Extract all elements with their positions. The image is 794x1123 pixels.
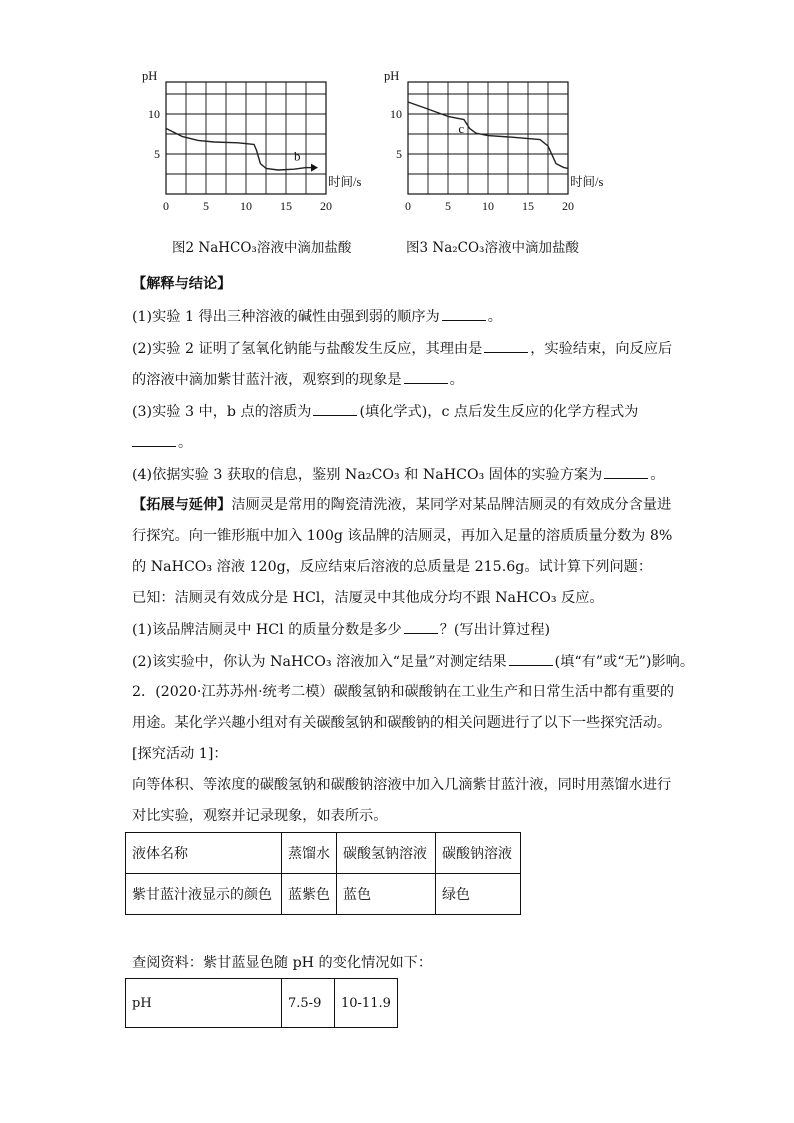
- lookup-text: 查阅资料：紫甘蓝显色随 pH 的变化情况如下：: [132, 955, 433, 971]
- x-tick-label: 0: [405, 199, 411, 213]
- chart-nahco3: [128, 62, 368, 230]
- x-axis-label: 时间/s: [328, 175, 362, 189]
- table-cell: 碳酸氢钠溶液: [337, 833, 436, 874]
- table-cell: pH: [126, 979, 282, 1028]
- activity-1-line-1: 向等体积、等浓度的碳酸氢钠和碳酸钠溶液中加入几滴紫甘蓝汁液，同时用蒸馏水进行: [132, 777, 672, 793]
- answer-blank[interactable]: [404, 369, 448, 384]
- question-3-line-2: 。: [132, 432, 192, 453]
- ph-table: [125, 978, 398, 1028]
- x-tick-label: 10: [240, 199, 252, 213]
- question-2-line-2: 的溶液中滴加紫甘蓝汁液，观察到的现象是 。: [132, 369, 464, 390]
- x-tick-label: 20: [562, 199, 574, 213]
- y-tick-label: 5: [154, 147, 160, 161]
- x-tick-label: 5: [445, 199, 451, 213]
- problem-2-line-1: 2．(2020·江苏苏州·统考二模）碳酸氢钠和碳酸钠在工业生产和日常生活中都有重要的: [132, 684, 675, 700]
- table-cell: 7.5-9: [282, 979, 335, 1028]
- question-1: (1)实验 1 得出三种溶液的碱性由强到弱的顺序为 。: [132, 306, 502, 327]
- answer-blank[interactable]: [604, 464, 648, 479]
- y-tick-label: 5: [396, 147, 402, 161]
- x-tick-label: 0: [163, 199, 169, 213]
- extension-line-1: 【拓展与延伸】洁厕灵是常用的陶瓷清洗液，某同学对某品牌洁厕灵的有效成分含量进: [132, 497, 672, 513]
- y-tick-label: 10: [390, 107, 402, 121]
- chart-na2co3: [372, 62, 632, 230]
- x-tick-label: 15: [522, 199, 534, 213]
- table-cell: 绿色: [436, 874, 521, 915]
- table-cell: 蒸馏水: [282, 833, 337, 874]
- chart-nahco3-svg: [128, 62, 368, 230]
- chart-nahco3-caption: 图2 NaHCO₃溶液中滴加盐酸: [172, 240, 352, 256]
- series-line: [166, 128, 306, 170]
- activity-1-heading: [探究活动 1]：: [132, 746, 228, 762]
- point-annotation: b: [294, 148, 301, 164]
- answer-blank[interactable]: [509, 651, 553, 666]
- table-cell: 10-11.9: [335, 979, 398, 1028]
- x-axis-label: 时间/s: [570, 175, 604, 189]
- color-table: [125, 832, 521, 915]
- answer-blank[interactable]: [313, 401, 357, 416]
- table-row: [126, 874, 521, 915]
- x-tick-label: 20: [320, 199, 332, 213]
- question-4: (4)依据实验 3 获取的信息，鉴别 Na₂CO₃ 和 NaHCO₃ 固体的实验方案为 。: [132, 464, 664, 485]
- table-cell: 紫甘蓝汁液显示的颜色: [126, 874, 282, 915]
- table-row: [126, 833, 521, 874]
- question-2-line-1: (2)实验 2 证明了氢氧化钠能与盐酸发生反应，其理由是 ，实验结束，向反应后: [132, 338, 672, 359]
- table-cell: 液体名称: [126, 833, 282, 874]
- y-axis-label: pH: [384, 69, 400, 83]
- known-info: 已知：洁厕灵有效成分是 HCl，洁厦灵中其他成分均不跟 NaHCO₃ 反应。: [132, 590, 604, 606]
- y-tick-label: 10: [148, 107, 160, 121]
- answer-blank[interactable]: [442, 306, 486, 321]
- problem-2-line-2: 用途。某化学兴趣小组对有关碳酸氢钠和碳酸钠的相关问题进行了以下一些探究活动。: [132, 715, 672, 731]
- table-cell: 蓝紫色: [282, 874, 337, 915]
- y-axis-label: pH: [142, 69, 158, 83]
- answer-blank[interactable]: [404, 619, 438, 634]
- question-3-line-1: (3)实验 3 中，b 点的溶质为 (填化学式)，c 点后发生反应的化学方程式为: [132, 401, 638, 422]
- answer-blank[interactable]: [132, 432, 176, 447]
- x-tick-label: 15: [280, 199, 292, 213]
- x-tick-label: 10: [482, 199, 494, 213]
- x-tick-label: 5: [203, 199, 209, 213]
- answer-blank[interactable]: [484, 338, 528, 353]
- table-row: [126, 979, 398, 1028]
- series-arrow-head: [311, 164, 318, 172]
- extension-line-3: 的 NaHCO₃ 溶液 120g，反应结束后溶液的总质量是 215.6g。试计算下列问题：: [132, 559, 653, 575]
- chart-na2co3-svg: [372, 62, 632, 230]
- point-annotation: c: [458, 121, 465, 137]
- table-cell: 蓝色: [337, 874, 436, 915]
- table-cell: 碳酸钠溶液: [436, 833, 521, 874]
- activity-1-line-2: 对比实验，观察并记录现象，如表所示。: [132, 808, 388, 824]
- extension-line-2: 行探究。向一锥形瓶中加入 100g 该品牌的洁厕灵，再加入足量的溶质质量分数为 8%: [132, 528, 673, 544]
- section-heading-conclusion: 【解释与结论】: [132, 276, 232, 292]
- extension-question-1: (1)该品牌洁厕灵中 HCl 的质量分数是多少 ？(写出计算过程): [132, 619, 550, 640]
- extension-question-2: (2)该实验中，你认为 NaHCO₃ 溶液加入“足量”对测定结果 (填“有”或“无”)影响。: [132, 651, 694, 672]
- chart-na2co3-caption: 图3 Na₂CO₃溶液中滴加盐酸: [406, 240, 579, 256]
